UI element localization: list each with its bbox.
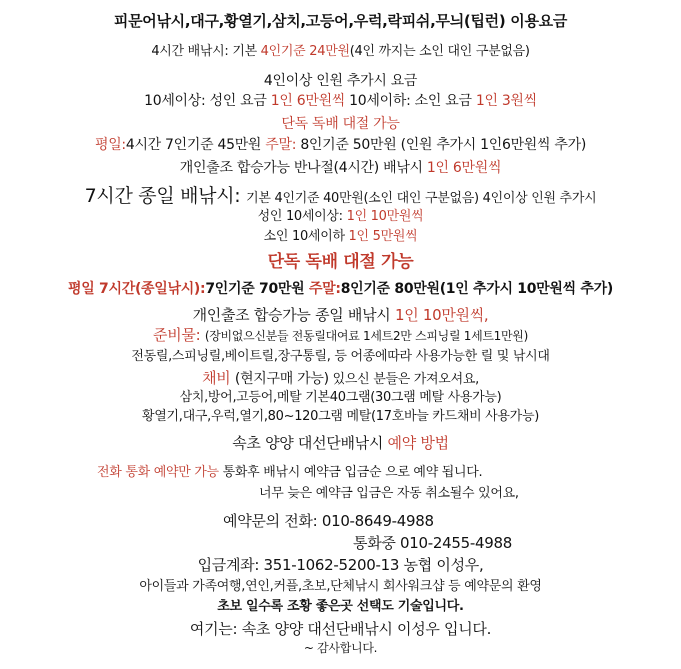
page-title: 피문어낚시,대구,황열기,삼치,고등어,우럭,락피쉬,무늬(팁런) 이용요금: [113, 12, 568, 30]
late-deposit-line: 너무 늦은 예약금 입금은 자동 취소될수 있어요,: [259, 486, 519, 501]
bank-account-line: 입금계좌: 351-1062-5200-13 농협 이성우,: [197, 556, 484, 574]
four-hour-shared-line: 개인출조 합승가능 반나절(4시간) 배낚시 1인 6만원씩: [179, 160, 502, 176]
metal-line-2: 황열기,대구,우럭,열기,80~120그램 메탈(17호바늘 카드채비 사용가능): [142, 409, 539, 424]
reels-line: 전동릴,스피닝릴,베이트릴,장구통릴, 등 어종에따라 사용가능한 릴 및 낚시대: [131, 349, 550, 364]
phone-number-line: 예약문의 전화: 010-8649-4988: [223, 512, 434, 530]
phone-only-line: 전화 통화 예약만 가능 통화후 배낚시 예약금 입금순 으로 예약 됩니다.: [97, 465, 483, 480]
four-hour-charter-line: 평일:4시간 7인기준 45만원 주말: 8인기준 50만원 (인원 추가시 1인6만원씩 추가): [94, 137, 587, 153]
operator-line: 여기는: 속초 양양 대선단배낚시 이성우 입니다.: [189, 620, 492, 638]
child-fee-line: 소인 10세이하 1인 5만원씩: [263, 229, 418, 244]
reservation-heading: 속초 양양 대선단배낚시 예약 방법: [232, 434, 449, 452]
age-fee-line: 10세이상: 성인 요금 1인 6만원씩 10세이하: 소인 요금 1인 3원씩: [144, 93, 537, 109]
metal-line-1: 삼치,방어,고등어,메탈 기본40그램(30그램 메탈 사용가능): [179, 390, 502, 405]
seven-hour-charter-line: 평일 7시간(종일낚시):7인기준 70만원 주말:8인기준 80만원(1인 추가시 10만원씩 추가): [68, 281, 613, 297]
preparation-line: 준비물: (장비없으신분들 전동릴대여료 1세트2만 스피닝릴 1세트1만원): [153, 326, 528, 344]
alt-phone-line: 통화중 010-2455-4988: [353, 534, 512, 552]
welcome-line: 아이들과 가족여행,연인,커플,초보,단체낚시 회사워크샵 등 예약문의 환영: [139, 579, 542, 594]
four-hour-fee-line: 4시간 배낚시: 기본 4인기준 24만원(4인 까지는 소인 대인 구분없음): [151, 44, 530, 59]
thanks-line: ~ 감사합니다.: [303, 641, 378, 655]
extra-person-heading: 4인이상 인원 추가시 요금: [263, 73, 418, 89]
charter-available-heading-2: 단독 독배 대절 가능: [267, 252, 414, 272]
seven-hour-fee-line: 7시간 종일 배낚시: 기본 4인기준 40만원(소인 대인 구분없음) 4인이상 인원 추가시: [84, 185, 597, 207]
charter-available-heading: 단독 독배 대절 가능: [281, 116, 400, 132]
seven-hour-shared-line: 개인출조 합승가능 종일 배낚시 1인 10만원씩,: [192, 306, 489, 324]
adult-fee-line: 성인 10세이상: 1인 10만원씩: [257, 209, 424, 224]
tackle-line: 채비 (현지구매 가능) 있으신 분들은 가져오셔요,: [202, 369, 479, 387]
beginner-tip-line: 초보 일수록 조황 좋은곳 선택도 기술입니다.: [217, 599, 464, 614]
